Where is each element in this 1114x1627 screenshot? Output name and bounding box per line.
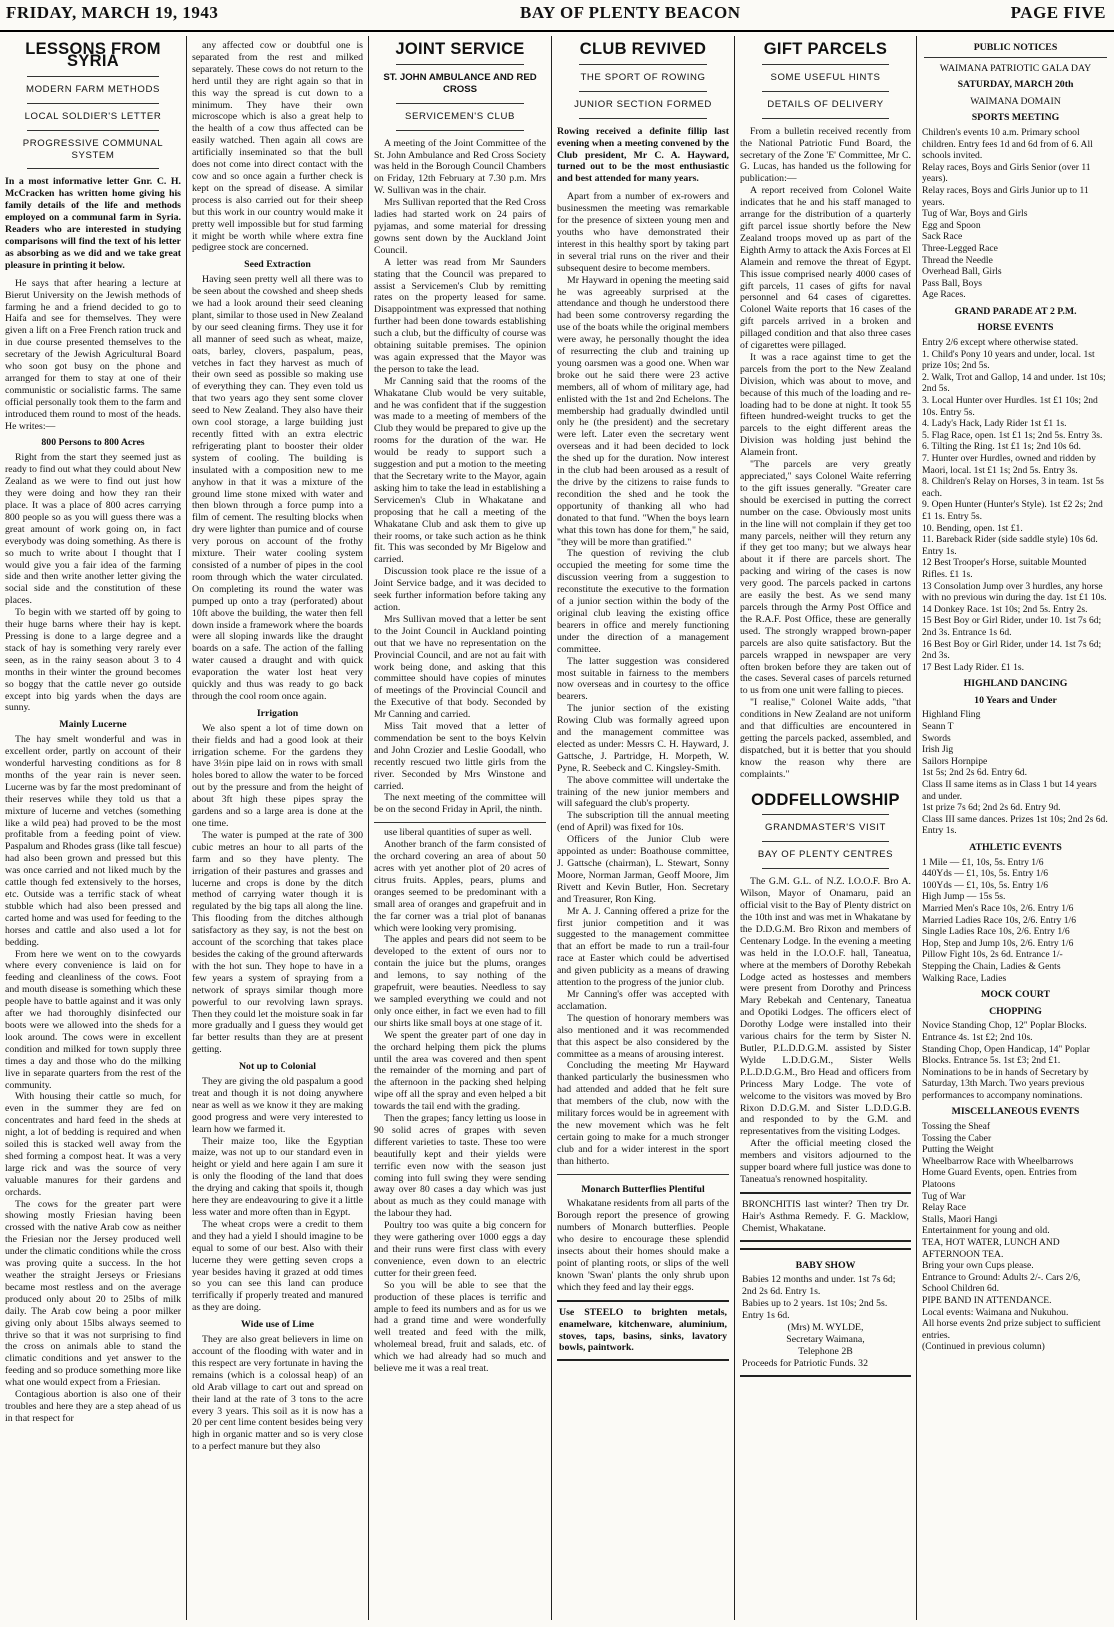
notice-line: Proceeds for Patriotic Funds. 32 xyxy=(742,1357,868,1369)
notice-line: Bring your own Cups please. xyxy=(922,1260,1034,1272)
notice-line: Three-Legged Race xyxy=(922,242,998,254)
notice-line: (Continued in previous column) xyxy=(922,1341,1045,1353)
paragraph: From here we went on to the cowyards where every convenience is laid on for feeding and cleanliness of the cows. Foot and mouth disease is something which these people have to battle against and it was only after we had thoroughly disinfected our boots were we allowed into the sheds for a look around. The cows were in excellent condition and milked for town supply three times a day and those who do the milking live in separate quarters from the rest of the community. xyxy=(5,948,181,1091)
notice-line: PIPE BAND IN ATTENDANCE. xyxy=(922,1294,1052,1306)
notice-line: Novice Standing Chop, 12" Poplar Blocks. Entrance 4s. 1st £2; 2nd 10s. xyxy=(922,1020,1087,1043)
notice-line: (Mrs) M. WYLDE, xyxy=(787,1322,864,1334)
notice-line: High Jump — 15s 5s. xyxy=(922,891,1006,903)
paragraph: It was a race against time to get the parcels from the port to the New Zealand Division, which was about to move, and because of this much of the loading and re-loading had to be done at night. It took 55 fifteen hundred-weight trucks to get the parcels to the eight different areas the Division was holding just behind the Alamein front. xyxy=(740,351,911,459)
notice-line: 14 Donkey Race. 1st 10s; 2nd 5s. Entry 2s. xyxy=(922,603,1088,615)
paragraph: The hay smelt wonderful and was in excellent order, partly on account of their wonderful harvesting conditions as for 8 months of the year rain is never seen. Lucerne was by far the most predominant of their reserves while they told us that a mixture of lucerne and vetches (something like a wild pea) had proved to be the most profitable from a feeding point of view. Paspalum and Rhodes grass (like tall fescue) had also been grown and pressed but this was once carried and not liked much by the cattle though fed extensively to the horses, etc. Outside was a terrific stack of wheat stubble which had also been pressed and carted home and was used for feeding to the horses and cattle and also used a lot for bedding. xyxy=(5,734,181,948)
paragraph: A letter was read from Mr Saunders stating that the Council was prepared to assist a Servicemen's Club by remitting rates on the property leased for same. Disappointment was expressed that nothing further had been done towards establishing such a club, but the difficulty of course was obtaining suitable premises. The opinion was again expressed that the Mayor was the person to take the lead. xyxy=(374,256,546,375)
page-header xyxy=(0,0,1114,32)
notice-line: 12 Best Trooper's Horse, suitable Mounted Rifles. £1 1s. xyxy=(922,557,1087,580)
notice-line: 8. Children's Relay on Horses, 3 in team. 1st 5s each. xyxy=(922,476,1104,499)
notice-line: 10. Bending, open. 1st £1. xyxy=(922,522,1023,534)
paragraph: The apples and pears did not seem to be developed to the extent of ours nor to contain the juice but the plums, oranges and lemons, to say nothing of the grapefruit, were beauties. Needless to say we sampled everything we could and not only once either, in fact we even had to fill our shirts like small boys at one stage of it. xyxy=(374,934,546,1029)
paragraph: The above committee will undertake the training of the new junior members and will safeguard the club's property. xyxy=(557,774,729,810)
notice-line: 2. Walk, Trot and Gallop, 14 and under. 1st 10s; 2nd 5s. xyxy=(922,371,1106,395)
article-subtitle: DETAILS OF DELIVERY xyxy=(767,98,884,110)
notice-line: Single Ladies Race 10s, 2/6. Entry 1/6 xyxy=(922,926,1070,938)
notice-line: Relay races, Boys and Girls Junior up to 11 years. xyxy=(922,184,1089,208)
notice-line: 3. Local Hunter over Hurdles. 1st £1 10s; 2nd 10s. Entry 5s. xyxy=(922,395,1098,418)
article-subtitle: LOCAL SOLDIER'S LETTER xyxy=(24,110,162,122)
notice-line: Secretary Waimana, xyxy=(786,1334,865,1345)
notice-line: 5. Flag Race, open. 1st £1 1s; 2nd 5s. Entry 3s. xyxy=(922,429,1103,441)
notice-line: Tug of War, Boys and Girls xyxy=(922,208,1028,220)
paragraph: Contagious abortion is also one of their troubles and here they are a step ahead of us in that respect for xyxy=(5,1389,181,1424)
notice-heading: MOCK COURT xyxy=(980,989,1051,1001)
notice-line: Putting the Weight xyxy=(922,1144,994,1156)
paragraph: any affected cow or doubtful one is separated from the rest and milked separately. These cows do not return to the herd until they are right again so that in this way the spread is cut down to a minimum. They have their own microscope which is also a great help to the health of a cow thus affected can be easily watched. Then again all cows are artificially inseminated so that the bull does not come into direct contact with the cow and so once again a further check is kept on the spread of disease. A similar process is also carried out for their sheep but this work in our country would make it pretty well impossible but for stud farming it might be worth while where extra fine pedigree stock are concerned. xyxy=(192,40,363,254)
paragraph: Mrs Sullivan reported that the Red Cross ladies had started work on 24 pairs of pyjamas, and some material for dressing gowns sent down by the Auckland Joint Council. xyxy=(374,197,546,256)
article-subtitle: ST. JOHN AMBULANCE AND RED CROSS xyxy=(383,71,537,95)
advertisement-bronchitis xyxy=(740,1192,911,1242)
article-subtitle: SERVICEMEN'S CLUB xyxy=(405,110,515,122)
paragraph: A meeting of the Joint Committee of the St. John Ambulance and Red Cross Society was held in the Borough Council Chambers on Friday, 12th February at 7.30 p.m. Mrs W. Sullivan was in the chair. xyxy=(374,137,546,197)
section-heading: Monarch Butterflies Plentiful xyxy=(581,1183,705,1195)
article-title: CLUB REVIVED xyxy=(579,40,707,58)
paragraph: Officers of the Junior Club were appointed as under: Boathouse committee, J. Gattsche (chairman), L. Stewart, Sonny Moore, Norman Jarman, Geoff Moore, Jim Rivett and Kevin Butler, Hon. Secretary and Treasurer, Ron King. xyxy=(557,834,729,905)
paragraph: After the official meeting closed the members and visitors adjourned to the supper board where full justice was done to Taneatua's renowned hospitality. xyxy=(740,1138,911,1185)
notice-line: 9. Open Hunter (Hunter's Style). 1st £2 2s; 2nd £1 1s. Entry 5s. xyxy=(922,499,1103,522)
notice-line: Egg and Spoon xyxy=(922,219,981,231)
notice-line: 100Yds — £1, 10s, 5s. Entry 1/6 xyxy=(922,879,1049,891)
paragraph: From a bulletin received recently from the National Patriotic Fund Board, the secretary of the Zone 'E' Committee, Mr C. G. Lucas, has handed us the following for publication:— xyxy=(740,125,911,185)
paragraph: use liberal quantities of super as well. xyxy=(384,827,532,839)
notice-line: Children's events 10 a.m. Primary school children. Entry fees 1d and 6d from of 6. All schools invited. xyxy=(922,126,1093,162)
notice-line: Stalls, Maori Hangi xyxy=(922,1213,998,1225)
notice-line: Entertainment for young and old. xyxy=(922,1225,1050,1237)
column-5 xyxy=(735,40,916,1620)
paragraph: We spent the greater part of one day in the orchard helping them pick the plums until the area was covered and then spent the remainder of the morning and part of the afternoon in the packing shed helping wipe off all the spray and even helped a bit towards the tail end with the grading. xyxy=(374,1029,546,1113)
article-title: ODDFELLOWSHIP xyxy=(751,790,900,809)
notice-line: 7. Hunter over Hurdles, owned and ridden by Maori, local. 1st £1 1s; 2nd 5s. Entry 3s. xyxy=(922,453,1096,476)
notice-line: Tug of War xyxy=(922,1190,966,1202)
paragraph: Discussion took place re the issue of a Joint Service badge, and it was decided to seek further information before taking any action. xyxy=(374,566,546,613)
column-2 xyxy=(187,40,368,1620)
paragraph: The next meeting of the committee will be on the second Friday in April, the ninth. xyxy=(374,792,546,816)
notice-line: Babies up to 2 years. 1st 10s; 2nd 5s. Entry 1s 6d. xyxy=(742,1298,888,1322)
ad-text: BRONCHITIS last winter? Then try Dr. Hair's Asthma Remedy. F. G. Macklow, Chemist, Whakatane. xyxy=(742,1198,909,1234)
column-6-public-notices xyxy=(917,40,1114,1620)
notice-line: All horse events 2nd prize subject to sufficient entries. xyxy=(922,1318,1101,1341)
paragraph: He says that after hearing a lecture at Bierut University on the Jewish methods of farming he and a friend decided to go to Haifa and see for themselves. They were given a lift on a Free French ration truck and in due course presented themselves to the secretary of the Jewish Agricultural Board who soon got busy on the phone and arranged for them to stay at one of their communistic or socialistic farms. The same official personally took them to the farm and introduced them round to most of the heads. He writes:— xyxy=(5,277,181,432)
article-title: JOINT SERVICE xyxy=(395,40,525,58)
misc-list xyxy=(922,1121,1109,1353)
notice-line: Swords xyxy=(922,732,951,744)
paragraph: Miss Tait moved that a letter of commendation be sent to the boys Kelvin and John Crozier and Leslie Goodall, who recently rescued two little girls from the river. Seconded by Mrs Winstone and carried. xyxy=(374,721,546,792)
notice-line: 4. Lady's Hack, Lady Rider 1st £1 1s. xyxy=(922,418,1067,430)
notice-line: Stepping the Chain, Ladies & Gents xyxy=(922,960,1061,972)
notice-line: Local events: Waimana and Nukuhou. xyxy=(922,1306,1069,1318)
notice-heading: ATHLETIC EVENTS xyxy=(969,842,1062,853)
sports-list xyxy=(922,127,1109,301)
paragraph: "The parcels are very greatly appreciated," says Colonel Waite referring to the gift issues generally. "Greater care should be exercised in putting the correct number on the case. Obviously most units in the line will not complain if they get too many parcels, neither will they return any if they get too many; but we always hear about it if there are parcels short. The packing and wiring of the cases is now very good. The parcels packed in cartons are easily the best. As we send many parcels through the Army Post Office and the R.A.F. Post Office, these are generally used. The strongly wrapped brown-paper parcels are also quite satisfactory. But the parcels wrapped in newspaper are very often broken before they are taken out of the cases. Several cases of parcels returned to us from one unit were falling to pieces. xyxy=(740,459,911,697)
paragraph: A report received from Colonel Waite indicates that he and his staff managed to arrange for the distribution of a quarterly gift parcel issue shortly before the New Zealand troops moved up as part of the Eighth Army to attack the Axis Forces at El Alamein and remove the threat of Egypt. This issue comprised nearly 4000 cases of gift parcels, 11 cases of gifts for naval personnel and 64 cases of cigarettes. Colonel Waite reports that 16 cases of the gift parcels arrived in a broken and pillaged condition and that also three cases of cigarettes were pillaged. xyxy=(740,185,911,352)
paragraph: They are also great believers in lime on account of the flooding with water and in this respect are very fortunate in having the remains (which is a colossal heap) of an old Arab village to cart out and spread on their land at the rate of 3 tons to the acre every 3 years. This soil as it is now has a 20 per cent lime content besides being very high in organic matter and so is very close to a perfect manure but they also xyxy=(192,1334,363,1453)
column-4 xyxy=(552,40,734,1620)
notice-line: Pillow Fight 10s, 2s 6d. Entrance 1/- xyxy=(922,949,1063,961)
article-subtitle: SOME USEFUL HINTS xyxy=(770,71,881,83)
section-heading: 800 Persons to 800 Acres xyxy=(41,437,145,449)
notice-line: Class III same dances. Prizes 1st 10s; 2nd 2s 6d. Entry 1s. xyxy=(922,813,1108,837)
paragraph: "I realise," Colonel Waite adds, "that conditions in New Zealand are not uniform and that difficulties are encountered in getting the parcels packed, assembled, and dispatched, but it is better that you should know the reason why there are complaints." xyxy=(740,697,911,780)
notice-line: 13 Consolation Jump over 3 hurdles, any horse with no previous win during the day. 1st £1 10s. xyxy=(922,580,1107,604)
section-heading: Wide use of Lime xyxy=(240,1319,315,1331)
section-heading: Mainly Lucerne xyxy=(59,719,127,731)
notice-line: Tossing the Sheaf xyxy=(922,1121,991,1133)
article-subtitle: THE SPORT OF ROWING xyxy=(580,71,706,83)
paragraph: The junior section of the existing Rowing Club was formally agreed upon and the management committee was elected as under: Messrs C. H. Hayward, J. Gattsche, J. Partridge, H. Morpeth, W. Pyne, R. Seebeck and C. Kingsley-Smith. xyxy=(557,703,729,774)
notice-line: Thread the Needle xyxy=(922,254,993,266)
notice-line: Nominations to be in hands of Secretary by Saturday, 13th March. Two years previous performances to accompany nominations. xyxy=(922,1066,1089,1101)
notice-heading: CHOPPING xyxy=(989,1005,1042,1017)
article-subtitle: BAY OF PLENTY CENTRES xyxy=(757,849,894,861)
notice-line: Married Men's Race 10s, 2/6. Entry 1/6 xyxy=(922,902,1074,914)
paragraph: Mr Canning's offer was accepted with acclamation. xyxy=(557,988,729,1012)
horse-events-list xyxy=(922,349,1109,674)
paragraph: Mr Canning said that the rooms of the Whakatane Club would be very suitable, and he was confident that if the suggestion was made to a meeting of members of the Club they would be prepared to give up the rooms for the duration of the war. He would be ready to support such a suggestion and put a motion to the meeting that the Secretary write to the Mayor, again asking him to take the lead in establishing a Servicemen's Club in Whakatane and proposing that he call a meeting of the Whakatane Club and ask them to give up their rooms, or take such action as he think fit. This was seconded by Mr Bigelow and carried. xyxy=(374,375,546,566)
notice-line: Married Ladies Race 10s, 2/6. Entry 1/6 xyxy=(922,914,1076,926)
athletic-list xyxy=(922,857,1109,985)
notice-line: 1st prize 7s 6d; 2nd 2s 6d. Entry 9d. xyxy=(922,802,1061,814)
notice-line: 6. Tilting the Ring. 1st £1 1s; 2nd 10s 6d. xyxy=(922,441,1081,453)
notice-heading: GRAND PARADE AT 2 P.M. xyxy=(954,305,1077,317)
paragraph: Their maize too, like the Egyptian maize, was not up to our standard even in height or yield and here again I am sure it is only the flooding of the land that does the drying and caking that spoils it, though here they are endeavouring to give it a little less water and more often than in Egypt. xyxy=(192,1135,363,1218)
notice-line: Overhead Ball, Girls xyxy=(922,266,1002,278)
notice-line: 16 Best Boy or Girl Rider, under 14. 1st 7s 6d; 2nd 3s. xyxy=(922,638,1102,662)
header-date: FRIDAY, MARCH 19, 1943 xyxy=(6,3,219,22)
header-masthead: BAY OF PLENTY BEACON xyxy=(520,3,741,22)
paragraph: The water is pumped at the rate of 300 cubic metres an hour to all parts of the farm and so they have plenty. The irrigation of their pastures and grasses and lucerne and crops is done by the ditch method of carrying water though it is regulated by the big taps all along the line. This flooding from the ditches although satisfactory as they say, is not the best on account of the scorching that takes place besides the caking of the ground afterwards with the hot sun. They hope to have in a few years a system of spraying from a network of sprays similar though more powerful to our revolving lawn sprays. Then they could let the moisture soak in far more gradually and I guess they would get far better results than they are at present getting. xyxy=(192,829,363,1056)
notice-line: Walking Race, Ladies xyxy=(922,972,1007,984)
section-heading: Seed Extraction xyxy=(244,259,311,271)
notice-line: 1st 5s; 2nd 2s 6d. Entry 6d. xyxy=(922,767,1028,779)
notice-line: Entrance to Ground: Adults 2/-. Cars 2/6, School Children 6d. xyxy=(922,1271,1081,1295)
header-page-number: PAGE FIVE xyxy=(1010,3,1106,22)
notice-heading: SPORTS MEETING xyxy=(971,112,1060,124)
notice-heading: MISCELLANEOUS EVENTS xyxy=(951,1106,1080,1118)
article-lead: Rowing received a definite fillip last evening when a meeting convened by the Club president, Mr C. A. Hayward, turned out to be the most enthusiastic and best attended for many years. xyxy=(557,125,729,185)
article-title: GIFT PARCELS xyxy=(763,40,888,58)
notice-heading: 10 Years and Under xyxy=(974,694,1057,706)
notice-line: Pass Ball, Boys xyxy=(922,277,982,289)
notice-line: 1. Child's Pony 10 years and under, local. 1st prize 10s; 2nd 5s. xyxy=(922,348,1095,372)
notice-line: Seann T xyxy=(922,721,954,733)
paragraph: Mrs Sullivan moved that a letter be sent to the Joint Council in Auckland pointing out that we have no representation on the Provincial Council, and are not au fait with work being done, and asking that this committee should have copies of minutes of meetings of the Provincial Council and the Executive of that body. Seconded by Mr Canning and carried. xyxy=(374,613,546,721)
paragraph: Then the grapes; fancy letting us loose in 90 solid acres of grapes with seven different varieties to taste. These too were beautifully kept and their yields were terrific even now with the season just coming into full swing they were sending away over 80 cases a day which was just about as much as they could manage with the labour they had. xyxy=(374,1113,546,1220)
notice-line: Standing Chop, Open Handicap, 14" Poplar Blocks. Entrance 5s. 1st £3; 2nd £1. xyxy=(922,1043,1090,1067)
ad-text: Use STEELO to brighten metals, enamelware, kitchenware, aluminium, stoves, taps, basins, sinks, lavatory bowls, paintwork. xyxy=(559,1306,727,1354)
paragraph: The latter suggestion was considered most suitable in fairness to the members now overseas and in courtesy to the office bearers. xyxy=(557,655,729,703)
notice-line: 11. Bareback Rider (side saddle style) 10s 6d. Entry 1s. xyxy=(922,534,1098,557)
notice-line: 15 Best Boy or Girl Rider, under 10. 1st 7s 6d; 2nd 3s. Entrance 1s 6d. xyxy=(922,615,1102,638)
notice-heading: WAIMANA PATRIOTIC GALA DAY xyxy=(939,62,1092,74)
notice-line: 440Yds — £1, 10s, 5s. Entry 1/6 xyxy=(922,868,1049,880)
paragraph: The wheat crops were a credit to them and they had a yield I should imagine to be equal to some of our best. Also with their lucerne they were getting seven crops a year besides having it grazed at odd times so you can see this land can produce terrifically if properly treated and manured as they are doing. xyxy=(192,1218,363,1314)
notice-line: Age Races. xyxy=(922,289,966,301)
paragraph: Mr A. J. Canning offered a prize for the first junior competition and it was suggested to the management committee that an effort be made to run a trail-four race at Easter which could be advertised and given publicity as a means of drawing attention to the progress of the junior club. xyxy=(557,905,729,989)
paragraph: The question of honorary members was also mentioned and it was recommended that this aspect be also considered by the committee as a means of arousing interest. xyxy=(557,1012,729,1060)
article-subtitle: PROGRESSIVE COMMUNAL SYSTEM xyxy=(22,137,164,161)
notice-line: Sailors Hornpipe xyxy=(922,755,988,767)
notice-line: Entry 2/6 except where otherwise stated. xyxy=(922,337,1079,349)
notice-line: Babies 12 months and under. 1st 7s 6d; 2nd 2s 6d. Entry 1s. xyxy=(742,1274,896,1298)
paragraph: The question of reviving the club occupied the meeting for some time the discussion veering from a suggestion to reconstitute the executive to the formation of a junior section within the body of the original club leaving the existing office bearers in office and merely functioning under the direction of a management committee. xyxy=(557,548,729,655)
paragraph: The G.M. G.L. of N.Z. I.O.O.F. Bro A. Wilson, Mayor of Onamaru, paid an official visit to the Bay of Plenty district on the 10th inst and was met in Whakatane by the D.D.G.M. Bro Rixon and members of Centenary Lodge. In the evening a meeting was held in the I.O.O.F. hall, Taneatua, where at the members of Dorothy Rebekah Lodge acted as hostesses and members were present from Dorothy and Princess Mary Rebekah and Centenary, Taneatua and Opotiki Lodges. The officers elect of Dorothy Lodge were installed into their various chairs for the term by Sister N. Butler, P.L.D.D.G.M. assisted by Sister Wylde L.D.D.G.M., Sister Wells P.L.D.D.G.M., Bro Head and officers from Princess Mary Lodge. The vote of welcome to the visitors was moved by Bro Rixon D.D.G.M. and Sister L.D.D.G.B. and responded to by the G.M. and representatives from the visiting Lodges. xyxy=(740,876,911,1138)
notice-line: Relay Race xyxy=(922,1202,966,1214)
notice-heading: WAIMANA DOMAIN xyxy=(970,95,1061,107)
article-subtitle: GRANDMASTER'S VISIT xyxy=(765,822,886,834)
paragraph: Poultry too was quite a big concern for they were gathering over 1000 eggs a day and their runs were first class with every convenience, even down to an electric cutter for their green feed. xyxy=(374,1220,546,1279)
notice-line: Telephone 2B xyxy=(798,1345,853,1357)
notice-line: Class II same items as in Class 1 but 14 years and under. xyxy=(922,779,1097,802)
notice-line: Wheelbarrow Race with Wheelbarrows xyxy=(922,1155,1074,1167)
column-3 xyxy=(369,40,551,1620)
section-heading: Irrigation xyxy=(256,707,299,719)
notice-line: TEA, HOT WATER, LUNCH AND AFTERNOON TEA. xyxy=(922,1237,1060,1260)
notice-title: BABY SHOW xyxy=(795,1259,856,1271)
article-title: LESSONS FROM SYRIA xyxy=(25,40,161,70)
paragraph: So you will be able to see that the production of these places is terrific and ample to feed its numbers and as for us we had a grand time and were wonderfully well treated and feed with the milk, wholemeal bread, fruit and salads, etc. of which we had already had so much and believe me it was a real treat. xyxy=(374,1279,546,1375)
paragraph: Right from the start they seemed just as ready to find out what they could about New Zealand as we were to find out just how they were doing and how they ran their place. It was a place of 800 acres carrying 800 people so as you will guess there was a great amount of work going on, in fact everybody was doing something. As there is so much to write about I thought that I would give you a fair idea of the farming side and then write another letter giving the social side and the constitution of these places. xyxy=(5,452,181,607)
notice-line: Irish Jig xyxy=(922,744,954,756)
article-subtitle: JUNIOR SECTION FORMED xyxy=(574,98,712,110)
paragraph: To begin with we started off by going to their huge barns where their hay is kept. Pressing is done to a large degree and a stack of hay is something very rarely ever seen, as in the rainy season about 3 to 4 months in their winter the ground becomes so boggy that the cattle never go outside except into big yards when the days are sunny. xyxy=(5,607,181,714)
paragraph: The subscription till the annual meeting (end of April) was fixed for 10s. xyxy=(557,810,729,834)
article-subtitle: MODERN FARM METHODS xyxy=(26,83,160,95)
section-heading: Not up to Colonial xyxy=(238,1061,317,1073)
paragraph: Mr Hayward in opening the meeting said he was agreeably surprised at the attendance and though he understood there had been some controversy regarding the use of the boats while the original members were away, he personally thought the idea of resurrecting the club and training up young oarsmen was a good one. When war broke out he said there were 23 active members, all of whom of military age, had enlisted with the 1st and 2nd Echelons. The membership had gradually dwindled until only he (the president) and the secretary were left. Later even the secretary went overseas and it had been decided to lock the shed up for the duration. Now interest in the club had been aroused as a result of the drive by the citizens to raise funds to recondition the shed and he took the opportunity of thanking all who had donated to that fund. "When the boys learn what this town has done for them," he said, "they will be more than gratified." xyxy=(557,274,729,548)
notice-heading: HIGHLAND DANCING xyxy=(963,678,1068,690)
paragraph: The cows for the greater part were showing mostly Friesian having been crossed with the native Arab cow as neither the Friesian nor the Jersey produced well under the climatic conditions while the cross was proving quite a success. In the hot weather the straight Jerseys or Friesians became most restless and on the average produced only about 20 to 25lbs of milk daily. The Arab cow being a poor milker giving only about 15lbs always seemed to thrive so that it was not surprising to find the cross on animals able to stand the climatic conditions and yet answer to the feeding and so produce something more like what one would expect from a Friesian. xyxy=(5,1198,181,1389)
notice-line: Sack Race xyxy=(922,231,963,243)
paragraph: Another branch of the farm consisted of the orchard covering an area of about 50 acres with yet another plot of 20 acres of citrus fruits. Apples, pears, plums and oranges seemed to be predominant with a small area of oranges and grapefruit and in the far corner was a trial plot of bananas which were looking very promising. xyxy=(374,839,546,934)
article-lead: In a most informative letter Gnr. C. H. McCracken has written home giving his family details of the life and methods employed on a communal farm in Syria. Readers who are interested in studying comparisons will find the text of his letter as absorbing as we did and we take great pleasure in printing it below. xyxy=(5,176,181,271)
notice-heading: SATURDAY, MARCH 20th xyxy=(957,79,1074,91)
advertisement-steelo xyxy=(557,1300,729,1362)
paragraph: We also spent a lot of time down on their fields and had a good look at their irrigation scheme. For the gardens they have 3½in pipe laid on in rows with small holes bored to allow the water to be forced out by the pressure and from the height of about 3ft high these pipes spray the gardens and so a large area is done at the one time. xyxy=(192,722,363,829)
notice-line: Relay races, Boys and Girls Senior (over 11 years). xyxy=(922,161,1091,185)
notice-line: 17 Best Lady Rider. £1 1s. xyxy=(922,661,1025,673)
dance-list xyxy=(922,709,1109,767)
paragraph: With housing their cattle so much, for even in the summer they are fed on concentrates and hard feed in the sheds at night, a lot of bedding is required and when soiled this is stacked well away from the shed forming a compost heat. It was a very large rick and was the source of very valuable manures for their gardens and orchards. xyxy=(5,1091,181,1198)
column-1 xyxy=(0,40,186,1620)
paragraph: Concluding the meeting Mr Hayward thanked particularly the businessmen who had attended and added that he felt sure that members of the club, now with the military forces would be in agreement with the new movement which was he felt certain going to make for a much stronger club and for a wider interest in the sport than hitherto. xyxy=(557,1060,729,1167)
paragraph: Having seen pretty well all there was to be seen about the cowshed and sheep sheds we had a look around their seed cleaning plant, similar to those used in New Zealand by our seed cleaning firms. They use it for all manner of seed such as wheat, maize, oats, barley, clovers, paspalum, peas, vetches in fact they harvest as much of their own seed as possible so making use of everything they can. They even told us that two years ago they sent some clover seed to New Zealand. They also have their own cool storage, a large building just recently fitted with an extra electric refrigerating plant to booster their older system of cooling. The building is insulated with a composition new to me anyhow in that it was a mixture of the ground lime stone mixed with water and then blown through a force pump into a film of cement. The resulting blocks when dry were lighter than pumice and of course very porous on account of the frothy mixture. Their water cooling system consisted of a number of pipes in the cool room through which the water circulated. On completing its round the water was pumped up onto a tray (perforated) about 10ft above the building, the water then fell down inside a framework where the boards were all sloping inwards like the draught boards on a safe. The action of the falling water caused a draught and with quick evaporation the water lost heat very quickly and thus was ready to go back through the cool room once again. xyxy=(192,274,363,702)
notice-line: Home Guard Events, open. Entries from Platoons xyxy=(922,1167,1077,1191)
notice-line: Hop, Step and Jump 10s, 2/6. Entry 1/6 xyxy=(922,937,1074,949)
baby-show-notice xyxy=(740,1248,911,1377)
chopping-list xyxy=(922,1020,1109,1101)
paragraph: They are giving the old paspalum a good treat and though it is not doing anywhere near as well as we know it they are making good progress and were very interested to learn how we farmed it. xyxy=(192,1076,363,1135)
notice-heading: HORSE EVENTS xyxy=(977,322,1054,334)
notice-line: Highland Fling xyxy=(922,709,981,721)
paragraph: Whakatane residents from all parts of the Borough report the presence of growing numbers of Monarch butterflies. People who desire to encourage these splendid insects about their homes should make a point of planting roots, or slips of the well known 'Swan' plants the only shrub upon which they feed and lay their eggs. xyxy=(557,1198,729,1293)
notice-line: 1 Mile — £1, 10s, 5s. Entry 1/6 xyxy=(922,856,1044,868)
notice-line: Tossing the Caber xyxy=(922,1132,992,1144)
paragraph: Apart from a number of ex-rowers and businessmen the meeting was remarkable for the presence of sixteen young men and youths who have demonstrated their interest in this healthy sport by taking part in several trial runs on the river and their subsequent desire to become members. xyxy=(557,191,729,274)
notice-title: PUBLIC NOTICES xyxy=(973,42,1058,53)
